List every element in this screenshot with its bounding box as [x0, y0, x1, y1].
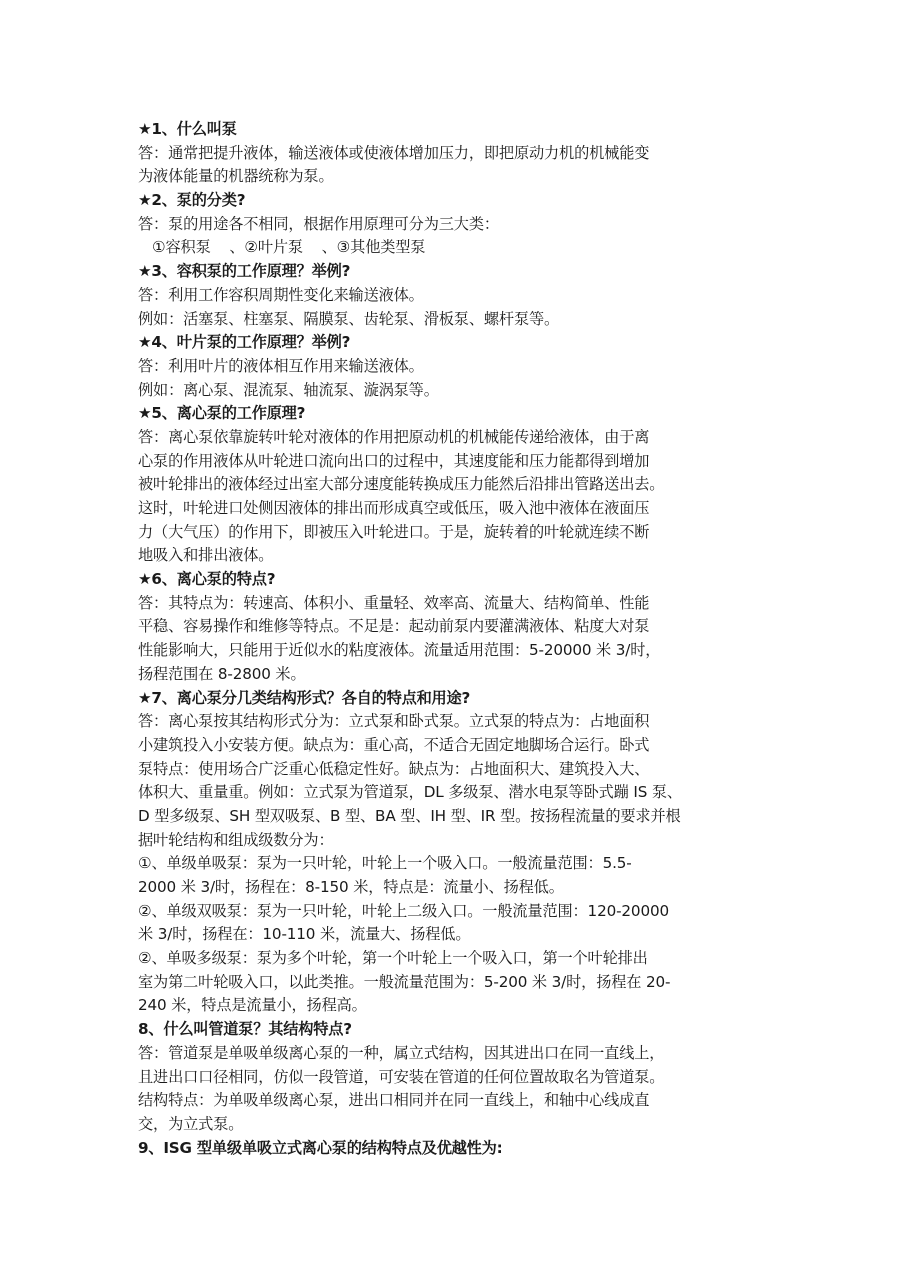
text-line: 240 米，特点是流量小，扬程高。: [138, 996, 367, 1015]
text-line: 结构特点：为单吸单级离心泵，进出口相同并在同一直线上，和轴中心线成直: [138, 1091, 650, 1110]
text-line: ②、单吸多级泵：泵为多个叶轮，第一个叶轮上一个吸入口，第一个叶轮排出: [138, 949, 648, 968]
text-line: 小建筑投入小安装方便。缺点为：重心高，不适合无固定地脚场合运行。卧式: [138, 735, 650, 754]
text-line: ①容积泵 、②叶片泵 、③其他类型泵: [138, 238, 426, 257]
text-line: 答：其特点为：转速高、体积小、重量轻、效率高、流量大、结构简单、性能: [138, 593, 650, 612]
text-line: 室为第二叶轮吸入口，以此类推。一般流量范围为：5-200 米 3/时，扬程在 20-: [138, 972, 671, 991]
text-line: 被叶轮排出的液体经过出室大部分速度能转换成压力能然后沿排出管路送出去。: [138, 475, 665, 494]
text-line: 答：泵的用途各不相同，根据作用原理可分为三大类：: [138, 214, 499, 233]
text-line: 答：利用工作容积周期性变化来输送液体。: [138, 285, 424, 304]
text-line: 2000 米 3/时，扬程在：8-150 米，特点是：流量小、扬程低。: [138, 878, 564, 896]
text-line: 例如：活塞泵、柱塞泵、隔膜泵、齿轮泵、滑板泵、螺杆泵等。: [138, 309, 560, 328]
text-line: 米 3/时，扬程在：10-110 米，流量大、扬程低。: [138, 925, 471, 944]
text-line: 地吸入和排出液体。: [138, 546, 274, 565]
text-line: 例如：离心泵、混流泵、轴流泵、漩涡泵等。: [138, 380, 439, 399]
text-line: ①、单级单吸泵：泵为一只叶轮，叶轮上一个吸入口。一般流量范围：5.5-: [138, 854, 632, 873]
section-heading: ★1、什么叫泵: [138, 120, 237, 138]
text-line: 答：管道泵是单吸单级离心泵的一种，属立式结构，因其进出口在同一直线上，: [138, 1043, 665, 1062]
text-line: 据叶轮结构和组成级数分为：: [138, 830, 334, 849]
text-line: 扬程范围在 8-2800 米。: [138, 664, 306, 683]
section-heading: ★2、泵的分类?: [138, 191, 246, 210]
text-line: 答：利用叶片的液体相互作用来输送液体。: [138, 356, 424, 375]
text-line: 体积大、重量重。例如：立式泵为管道泵，DL 多级泵、潜水电泵等卧式蹦 IS 泵、: [138, 783, 682, 802]
text-line: 力（大气压）的作用下，即被压入叶轮进口。于是，旋转着的叶轮就连续不断: [138, 522, 650, 541]
text-line: 心泵的作用液体从叶轮进口流向出口的过程中，其速度能和压力能都得到增加: [138, 451, 650, 470]
section-heading: 9、ISG 型单级单吸立式离心泵的结构特点及优越性为:: [138, 1138, 503, 1157]
text-line: ②、单级双吸泵：泵为一只叶轮，叶轮上二级入口。一般流量范围：120-20000: [138, 901, 669, 920]
text-line: 平稳、容易操作和维修等特点。不足是：起动前泵内要灌满液体、粘度大对泵: [138, 617, 650, 636]
text-line: 答：通常把提升液体，输送液体或使液体增加压力，即把原动力机的机械能变: [138, 143, 650, 162]
text-line: 且进出口口径相同，仿似一段管道，可安装在管道的任何位置故取名为管道泵。: [138, 1067, 665, 1086]
section-heading: ★3、容积泵的工作原理？举例?: [138, 262, 351, 281]
section-heading: ★7、离心泵分几类结构形式？各自的特点和用途?: [138, 688, 471, 707]
section-heading: 8、什么叫管道泵？其结构特点?: [138, 1020, 352, 1039]
text-line: 泵特点：使用场合广泛重心低稳定性好。缺点为：占地面积大、建筑投入大、: [138, 759, 650, 778]
text-line: 这时，叶轮进口处侧因液体的排出而形成真空或低压，吸入池中液体在液面压: [138, 499, 650, 517]
section-heading: ★5、离心泵的工作原理?: [138, 404, 306, 423]
section-heading: ★4、叶片泵的工作原理？举例?: [138, 333, 351, 352]
text-line: 答：离心泵按其结构形式分为：立式泵和卧式泵。立式泵的特点为：占地面积: [138, 712, 650, 731]
text-line: 性能影响大，只能用于近似水的粘度液体。流量适用范围：5-20000 米 3/时，: [138, 641, 661, 660]
text-line: D 型多级泵、SH 型双吸泵、B 型、BA 型、IH 型、IR 型。按扬程流量的要求并根: [138, 806, 681, 825]
section-heading: ★6、离心泵的特点?: [138, 570, 276, 589]
text-line: 交，为立式泵。: [138, 1114, 244, 1133]
document-body: [138, 118, 778, 1160]
text-line: 答：离心泵依靠旋转叶轮对液体的作用把原动机的机械能传递给液体，由于离: [138, 427, 650, 446]
text-line: 为液体能量的机器统称为泵。: [138, 167, 334, 186]
